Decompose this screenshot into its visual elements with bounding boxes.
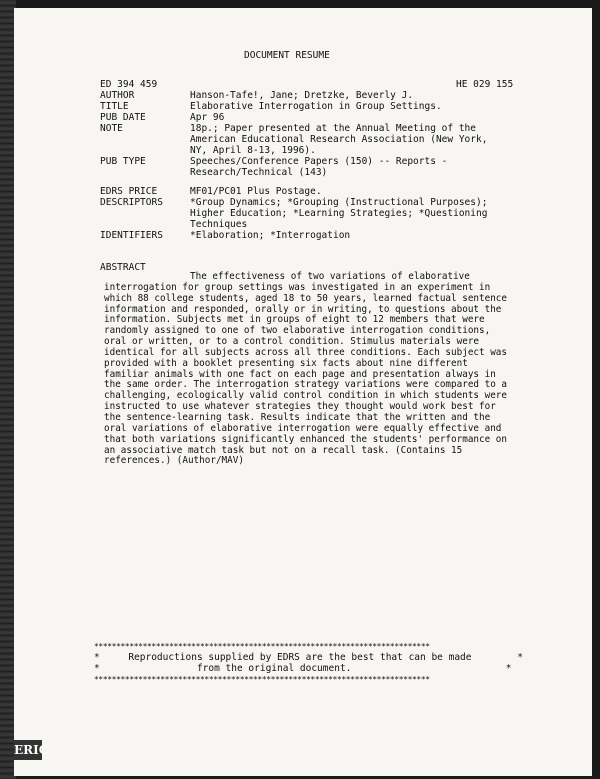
reproduction-note-line2: * from the original document. * — [94, 663, 512, 674]
field-value: American Educational Research Association (New York, — [190, 134, 488, 145]
field-value: 18p.; Paper presented at the Annual Meeting of the — [190, 123, 476, 134]
field-value: Elaborative Interrogation in Group Settings. — [190, 101, 442, 112]
field-label: DESCRIPTORS — [100, 197, 163, 208]
field-value: NY, April 8-13, 1996). — [190, 145, 316, 156]
field-label: PUB DATE — [100, 112, 146, 123]
document-title: DOCUMENT RESUME — [244, 50, 330, 61]
field-value: Hanson-Tafe!, Jane; Dretzke, Beverly J. — [190, 90, 414, 101]
abstract-text: The effectiveness of two variations of elaborative interrogation for group settings was investigated in an experiment in which 88 college students, aged 18 to 50 years, learned factual sentence information and responded, orally or in writing, to questions about the information. Subjects met in groups of eight to 12 members that were randomly assigned to one of two elaborative interrogation conditions, oral or written, or to a control condition. Stimulus materials were identical for all subjects across all three conditions. Each subject was provided with a booklet presenting six facts about nine different familiar animals with one fact on each page and presentation always in the same order. The interrogation strategy variations were compared to a challenging, ecologically valid control condition in which students were instructed to use whatever strategies they thought would work best for the sentence-learning task. Results indicate that the written and the oral variations of elaborative interrogation were equally effective and that both variations significantly enhanced the students' performance on an associative match task but not on a recall task. (Contains 15 references.) (Author/MAV) — [104, 271, 507, 467]
field-value: Research/Technical (143) — [190, 167, 328, 178]
ed-number: ED 394 459 — [100, 79, 158, 90]
field-value: MF01/PC01 Plus Postage. — [190, 186, 322, 197]
reproduction-note-line1: * Reproductions supplied by EDRS are the best that can be made * — [94, 652, 523, 663]
field-value: Higher Education; *Learning Strategies; *Questioning — [190, 208, 488, 219]
footer-stars-top: **************************************************************************** — [94, 642, 430, 651]
field-label: PUB TYPE — [100, 156, 146, 167]
field-label: EDRS PRICE — [100, 186, 158, 197]
field-label: IDENTIFIERS — [100, 230, 163, 241]
field-value: *Elaboration; *Interrogation — [190, 230, 351, 241]
field-label: AUTHOR — [100, 90, 135, 101]
abstract-label: ABSTRACT — [100, 262, 146, 273]
he-number: HE 029 155 — [456, 79, 514, 90]
eric-logo: ERIC — [14, 740, 42, 760]
field-value: Apr 96 — [190, 112, 225, 123]
field-label: NOTE — [100, 123, 123, 134]
field-value: Techniques — [190, 219, 248, 230]
field-value: *Group Dynamics; *Grouping (Instructional Purposes); — [190, 197, 488, 208]
field-value: Speeches/Conference Papers (150) -- Reports - — [190, 156, 448, 167]
document-page — [14, 8, 592, 776]
footer-stars-bottom: **************************************************************************** — [94, 675, 430, 684]
field-label: TITLE — [100, 101, 129, 112]
